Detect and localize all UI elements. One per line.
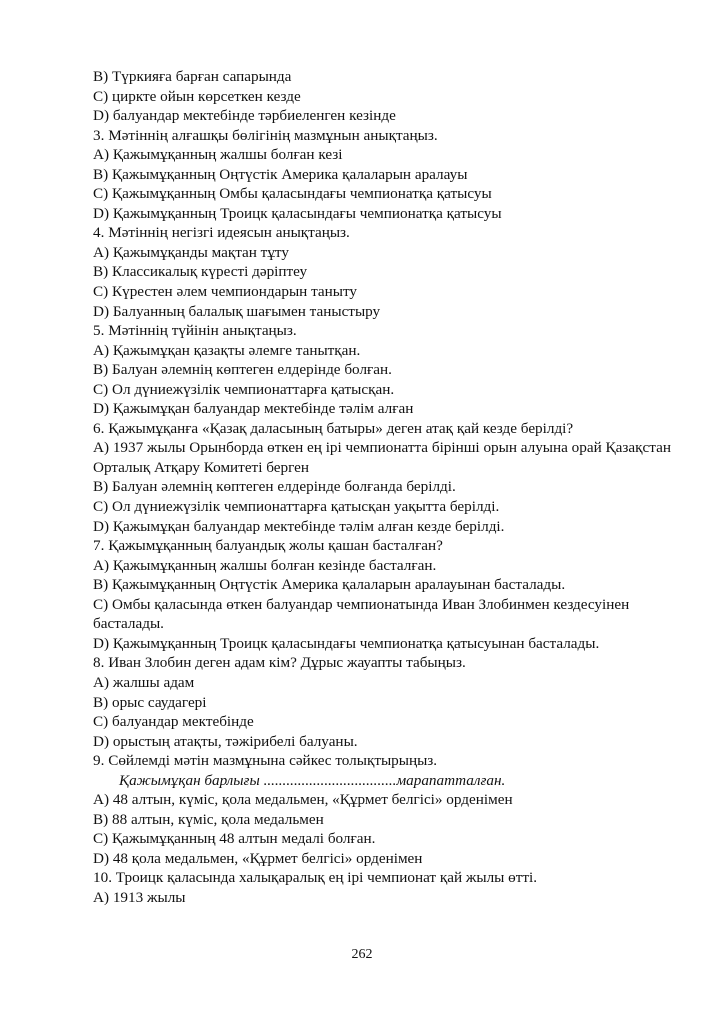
answer-option: В) 88 алтын, күміс, қола медальмен (93, 810, 324, 828)
answer-option: А) Қажымұқанды мақтан тұту (93, 243, 289, 261)
question-4: 4. Мәтіннің негізгі идеясын анықтаңыз. (93, 224, 350, 242)
answer-option: С) циркте ойын көрсеткен кезде (93, 87, 301, 105)
answer-option: А) Қажымұқан қазақты әлемге танытқан. (93, 341, 361, 359)
answer-option: D) Балуанның балалық шағымен таныстыру (93, 302, 381, 320)
fill-in-sentence: Қажымұқан барлығы ...................................марапатталған. (119, 771, 506, 789)
answer-option: D) Қажымұқан балуандар мектебінде тәлім алған (93, 400, 414, 418)
question-9: 9. Сөйлемді мәтін мазмұнына сәйкес толықтырыңыз. (93, 752, 438, 770)
answer-option: А) 48 алтын, күміс, қола медальмен, «Құрмет белгісі» орденімен (93, 791, 513, 809)
question-3: 3. Мәтіннің алғашқы бөлігінің мазмұнын анықтаңыз. (93, 126, 438, 144)
answer-option: D) 48 қола медальмен, «Құрмет белгісі» орденімен (93, 849, 423, 867)
answer-option: В) Қажымұқанның Оңтүстік Америка қалаларын аралауы (93, 165, 468, 183)
answer-option: А) 1937 жылы Орынборда өткен ең ірі чемпионатта бірінші орын алуына орай Қазақстан Орталық Атқару Комитеті берген (93, 439, 671, 476)
answer-option: С) балуандар мектебінде (93, 713, 254, 731)
answer-option: D) балуандар мектебінде тәрбиеленген кезінде (93, 107, 396, 125)
question-7: 7. Қажымұқанның балуандық жолы қашан басталған? (93, 537, 443, 555)
answer-option: В) Балуан әлемнің көптеген елдерінде болған. (93, 361, 392, 379)
answer-option: С) Қажымұқанның Омбы қаласындағы чемпионатқа қатысуы (93, 185, 492, 203)
answer-option: D) Қажымұқанның Троицк қаласындағы чемпионатқа қатысуынан басталады. (93, 634, 600, 652)
answer-option: А) Қажымұқанның жалшы болған кезінде басталған. (93, 556, 437, 574)
answer-option: В) Қажымұқанның Оңтүстік Америка қалаларын аралауынан басталады. (93, 576, 566, 594)
answer-option: D) Қажымұқан балуандар мектебінде тәлім алған кезде берілді. (93, 517, 505, 535)
answer-option: В) орыс саудагері (93, 693, 207, 711)
answer-option: С) Күрестен әлем чемпиондарын таныту (93, 283, 358, 301)
answer-option: D) орыстың атақты, тәжірибелі балуаны. (93, 732, 358, 750)
question-5: 5. Мәтіннің түйінін анықтаңыз. (93, 322, 297, 340)
answer-option: С) Ол дүниежүзілік чемпионаттарға қатысқан уақытта берілді. (93, 498, 500, 516)
answer-option: В) Классикалық күресті дәріптеу (93, 263, 308, 281)
question-8: 8. Иван Злобин деген адам кім? Дұрыс жауапты табыңыз. (93, 654, 466, 672)
answer-option: С) Омбы қаласында өткен балуандар чемпионатында Иван Злобинмен кездесуінен басталады. (93, 595, 630, 633)
answer-option: А) 1913 жылы (93, 888, 186, 906)
answer-option: С) Қажымұқанның 48 алтын медалі болған. (93, 830, 376, 848)
answer-option: А) жалшы адам (93, 673, 195, 691)
question-10: 10. Троицк қаласында халықаралық ең ірі чемпионат қай жылы өтті. (93, 869, 538, 887)
question-6: 6. Қажымұқанға «Қазақ даласының батыры» деген атақ қай кезде берілді? (93, 419, 574, 437)
document-body (93, 67, 693, 908)
answer-option: С) Ол дүниежүзілік чемпионаттарға қатысқан. (93, 380, 395, 398)
answer-option: А) Қажымұқанның жалшы болған кезі (93, 146, 343, 164)
answer-option: В) Балуан әлемнің көптеген елдерінде болғанда берілді. (93, 478, 456, 496)
page-number: 262 (351, 947, 373, 962)
answer-option: D) Қажымұқанның Троицк қаласындағы чемпионатқа қатысуы (93, 204, 502, 222)
answer-option: В) Түркияға барған сапарында (93, 68, 292, 85)
